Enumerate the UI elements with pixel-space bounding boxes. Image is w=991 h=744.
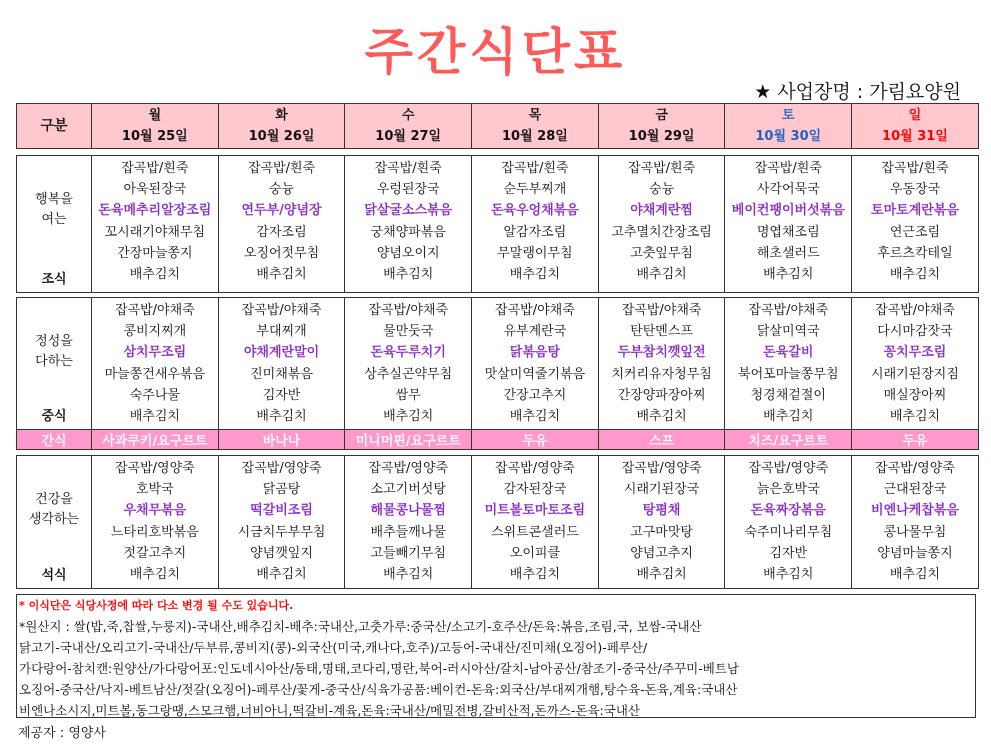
menu-item: 잡곡밥/흰죽 — [754, 161, 822, 176]
menu-item: 숭늉 — [649, 182, 675, 198]
notes-line: 비엔나소시지,미트볼,동그랑땡,스모크햄,너비아니,떡갈비-계육,돈육:국내산/메밀전병,갈비산적,돈까스-돈육:국내산 — [19, 703, 640, 718]
lunch-side-top: 정성을 다하는 — [35, 334, 73, 369]
menu-item: 배추김치 — [636, 567, 687, 583]
menu-item: 배추김치 — [889, 567, 941, 583]
menu-item: 마늘쫑건새우볶음 — [104, 366, 206, 382]
header-thu: 목 10월 28일 — [472, 104, 599, 149]
menu-item: 맛살미역줄기볶음 — [484, 366, 586, 382]
dinner-mon-cell — [92, 456, 219, 589]
menu-item: 우동장국 — [889, 182, 941, 198]
menu-item: 토마토계란볶음 — [871, 203, 959, 219]
menu-item: 배추김치 — [509, 567, 561, 583]
snack-thu: 두유 — [472, 430, 599, 450]
lunch-side-label — [17, 298, 92, 430]
menu-item: 연근조림 — [889, 224, 941, 240]
lunch-wed-cell — [345, 298, 472, 430]
snack-sun: 두유 — [852, 430, 979, 450]
lunch-fri-cell — [598, 298, 725, 430]
menu-item: 상추실곤약무침 — [364, 366, 453, 382]
menu-item: 배추김치 — [256, 409, 307, 425]
dinner-sat-cell — [725, 456, 852, 589]
breakfast-side-label — [17, 156, 92, 293]
header-fri: 금 10월 29일 — [598, 104, 725, 149]
lunch-side-bottom: 중식 — [41, 409, 67, 424]
site-name: ★ 사업장명 : 가림요양원 — [754, 81, 961, 103]
menu-item: 김자반 — [262, 387, 301, 403]
snack-label: 간식 — [17, 430, 92, 450]
header-mon: 월 10월 25일 — [92, 104, 219, 149]
menu-item: 배추김치 — [256, 267, 307, 283]
snack-wed: 미니머핀/요구르트 — [345, 430, 472, 450]
header-sun: 일 10월 31일 — [852, 104, 979, 149]
menu-item: 배추김치 — [383, 267, 434, 283]
menu-item: 삼치무조림 — [123, 345, 187, 361]
menu-item: 잡곡밥/영양죽 — [114, 461, 195, 476]
menu-item: 고들빼기무침 — [370, 545, 446, 561]
menu-item: 매실장아찌 — [883, 387, 947, 403]
menu-item: 잡곡밥/흰죽 — [881, 161, 949, 176]
provider: 제공자 : 영양사 — [18, 726, 106, 741]
menu-item: 배추김치 — [383, 567, 434, 583]
page-title: 주간식단표 — [364, 23, 627, 81]
dinner-wed-cell — [345, 456, 472, 589]
menu-item: 해초샐러드 — [756, 245, 820, 261]
dinner-tue-cell — [218, 456, 345, 589]
menu-item: 탄탄멘스프 — [630, 324, 693, 340]
menu-item: 콩비지찌개 — [123, 324, 187, 340]
menu-item: 콩나물무침 — [883, 524, 947, 540]
header-label: 구분 — [17, 104, 92, 149]
menu-item: 감자조림 — [256, 224, 307, 240]
menu-item: 느타리호박볶음 — [110, 524, 199, 540]
menu-item: 소고기버섯탕 — [370, 482, 446, 498]
menu-item: 우렁된장국 — [376, 182, 440, 198]
header-wed: 수 10월 27일 — [345, 104, 472, 149]
menu-item: 야채계란말이 — [243, 345, 320, 361]
menu-item: 알감자조림 — [503, 224, 567, 240]
menu-item: 잡곡밥/흰죽 — [121, 161, 189, 176]
lunch-mon-cell — [92, 298, 219, 430]
menu-item: 진미채볶음 — [250, 366, 313, 382]
menu-item: 떡갈비조림 — [250, 503, 313, 519]
menu-item: 간장고추지 — [503, 387, 567, 403]
menu-item: 순두부찌개 — [503, 182, 567, 198]
menu-item: 간장양파장아찌 — [617, 387, 706, 403]
menu-item: 배추김치 — [636, 409, 687, 425]
menu-item: 닭볶음탕 — [509, 345, 561, 361]
menu-item: 돈육짜장볶음 — [750, 503, 826, 519]
menu-item: 배추김치 — [129, 409, 180, 425]
menu-item: 숭늉 — [268, 182, 295, 198]
menu-item: 잡곡밥/야채죽 — [748, 303, 829, 318]
dinner-fri-cell — [598, 456, 725, 589]
notes-line: 가다랑어-참치캔:원양산/가다랑어포:인도네시아산/동태,명태,코다리,명란,북어-러시아산/갈치-남아공산/참조기-중국산/주꾸미-베트남 — [19, 661, 739, 676]
menu-item: 잡곡밥/흰죽 — [247, 161, 316, 176]
menu-item: 잡곡밥/영양죽 — [875, 461, 955, 476]
menu-item: 호박국 — [136, 482, 174, 498]
menu-item: 배추김치 — [129, 267, 180, 283]
menu-item: 야채계란찜 — [630, 203, 693, 219]
menu-item: 고춧잎무침 — [630, 245, 693, 261]
breakfast-sun-cell — [852, 156, 979, 293]
menu-item: 연두부/양념장 — [241, 203, 322, 219]
menu-item: 간장마늘쫑지 — [117, 245, 193, 261]
menu-item: 청경채겉절이 — [750, 387, 826, 403]
menu-item: 잡곡밥/야채죽 — [495, 303, 575, 318]
notes-line: 닭고기-국내산/오리고기-국내산/두부류,콩비지(콩)-외국산(미국,캐나다,호주)/고등어-국내산/진미채(오징어)-페루산/ — [19, 640, 648, 655]
menu-item: 양념고추지 — [630, 545, 693, 561]
menu-item: 배추김치 — [256, 567, 307, 583]
menu-item: 미트볼토마토조림 — [484, 503, 586, 519]
dinner-side-bottom: 석식 — [41, 568, 67, 583]
menu-item: 근대된장국 — [883, 482, 947, 498]
breakfast-table — [16, 155, 979, 293]
lunch-thu-cell — [472, 298, 599, 430]
menu-item: 잡곡밥/야채죽 — [875, 303, 955, 318]
menu-item: 잡곡밥/영양죽 — [495, 461, 575, 476]
header-tue: 화 10월 26일 — [218, 104, 345, 149]
menu-item: 양념마늘쫑지 — [877, 545, 953, 561]
menu-item: 양념오이지 — [376, 245, 440, 261]
breakfast-side-bottom: 조식 — [41, 272, 67, 287]
menu-item: 무말랭이무침 — [497, 245, 573, 261]
breakfast-thu-cell — [472, 156, 599, 293]
menu-item: 사각어묵국 — [756, 182, 820, 198]
menu-item: 고추멸치간장조림 — [611, 224, 712, 240]
menu-item: 돈육갈비 — [763, 345, 814, 361]
lunch-sun-cell — [852, 298, 979, 430]
menu-item: 잡곡밥/영양죽 — [748, 461, 829, 476]
menu-item: 배추들깨나물 — [370, 524, 446, 540]
menu-item: 배추김치 — [509, 267, 561, 283]
menu-item: 부대찌개 — [256, 324, 307, 340]
menu-item: 시래기된장지짐 — [871, 366, 959, 382]
menu-item: 배추김치 — [129, 567, 180, 583]
notes-line: *원산지 : 쌀(밥,죽,찹쌀,누룽지)-국내산,배추김치-배추:국내산,고춧가루:중국산/소고기-호주산/돈육:볶음,조림,국, 보쌈-국내산 — [19, 619, 702, 634]
menu-item: 젓갈고추지 — [123, 545, 187, 561]
menu-item: 닭곰탕 — [262, 482, 301, 498]
menu-item: 양념깻잎지 — [250, 545, 313, 561]
snack-row — [17, 430, 979, 450]
menu-item: 잡곡밥/야채죽 — [241, 303, 322, 318]
menu-item: 잡곡밥/흰죽 — [628, 161, 696, 176]
menu-item: 베이컨팽이버섯볶음 — [731, 203, 845, 219]
menu-item: 감자된장국 — [503, 482, 567, 498]
notes-warning: * 이식단은 식당사정에 따라 다소 변경 될 수도 있습니다. — [19, 599, 294, 612]
snack-mon: 사과쿠키/요구르트 — [92, 430, 219, 450]
snack-sat: 치즈/요구르트 — [725, 430, 852, 450]
menu-item: 돈육우엉채볶음 — [490, 203, 579, 219]
notes-box — [16, 594, 976, 718]
dinner-table — [16, 455, 979, 589]
menu-item: 돈육두루치기 — [370, 345, 446, 361]
menu-item: 잡곡밥/영양죽 — [621, 461, 702, 476]
menu-item: 쌈무 — [395, 387, 421, 403]
breakfast-sat-cell — [725, 156, 852, 293]
snack-tue: 바나나 — [218, 430, 345, 450]
menu-item: 배추김치 — [383, 409, 434, 425]
lunch-sat-cell — [725, 298, 852, 430]
menu-item: 꽁치무조림 — [883, 345, 947, 361]
snack-fri: 스프 — [598, 430, 725, 450]
lunch-table — [16, 297, 979, 450]
menu-item: 다시마감잣국 — [877, 324, 953, 340]
menu-item: 아욱된장국 — [123, 182, 187, 198]
menu-item: 배추김치 — [889, 409, 941, 425]
breakfast-side-top: 행복을 여는 — [35, 192, 73, 227]
breakfast-tue-cell — [218, 156, 345, 293]
dinner-side-top: 건강을 생각하는 — [28, 492, 80, 527]
header-sat: 토 10월 30일 — [725, 104, 852, 149]
menu-item: 배추김치 — [509, 409, 561, 425]
menu-item: 명엽채조림 — [756, 224, 820, 240]
lunch-tue-cell — [218, 298, 345, 430]
menu-item: 시래기된장국 — [623, 482, 700, 498]
menu-item: 잡곡밥/야채죽 — [114, 303, 195, 318]
dinner-thu-cell — [472, 456, 599, 589]
menu-item: 숙주나물 — [129, 387, 180, 403]
menu-item: 닭살미역국 — [756, 324, 820, 340]
menu-item: 잡곡밥/흰죽 — [501, 161, 569, 176]
menu-item: 탕평채 — [642, 503, 681, 519]
menu-item: 고구마맛탕 — [630, 524, 693, 540]
menu-item: 배추김치 — [763, 267, 814, 283]
menu-item: 배추김치 — [763, 409, 814, 425]
dinner-side-label — [17, 456, 92, 589]
menu-item: 오이피클 — [509, 545, 561, 561]
menu-item: 잡곡밥/영양죽 — [368, 461, 449, 476]
notes-line: 오징어-중국산/낙지-베트남산/젓갈(오징어)-페루산/꽃게-중국산/식육가공품:베이컨-돈육:외국산/부대찌개햄,탕수육-돈육,계육:국내산 — [19, 682, 738, 697]
menu-item: 돈육메추리알장조림 — [98, 203, 212, 219]
menu-item: 시금치두부무침 — [237, 524, 326, 540]
breakfast-mon-cell — [92, 156, 219, 293]
menu-item: 배추김치 — [889, 267, 941, 283]
header-table — [16, 103, 979, 149]
menu-item: 잡곡밥/흰죽 — [374, 161, 442, 176]
menu-item: 우채무볶음 — [123, 503, 187, 519]
menu-item: 잡곡밥/야채죽 — [368, 303, 449, 318]
menu-item: 숙주미나리무침 — [744, 524, 833, 540]
breakfast-wed-cell — [345, 156, 472, 293]
menu-item: 잡곡밥/영양죽 — [241, 461, 322, 476]
menu-item: 늙은호박국 — [756, 482, 820, 498]
menu-item: 후르츠칵테일 — [877, 245, 953, 261]
menu-item: 오징어젓무침 — [243, 245, 320, 261]
menu-item: 해물콩나물찜 — [370, 503, 446, 519]
menu-item: 꼬시래기야채무침 — [104, 224, 206, 240]
menu-item: 치커리유자청무침 — [611, 366, 712, 382]
menu-item: 배추김치 — [763, 567, 814, 583]
menu-item: 비엔나케찹볶음 — [871, 503, 959, 519]
menu-item: 북어포마늘쫑무침 — [738, 366, 839, 382]
dinner-sun-cell — [852, 456, 979, 589]
menu-item: 닭살굴소스볶음 — [364, 203, 453, 219]
menu-item: 두부참치깻잎전 — [617, 345, 706, 361]
menu-item: 김자반 — [769, 545, 808, 561]
menu-item: 잡곡밥/야채죽 — [621, 303, 702, 318]
menu-item: 스위트콘샐러드 — [490, 524, 579, 540]
menu-item: 배추김치 — [636, 267, 687, 283]
breakfast-fri-cell — [598, 156, 725, 293]
menu-item: 물만둣국 — [383, 324, 434, 340]
menu-item: 궁채양파볶음 — [370, 224, 446, 240]
menu-item: 유부계란국 — [503, 324, 567, 340]
